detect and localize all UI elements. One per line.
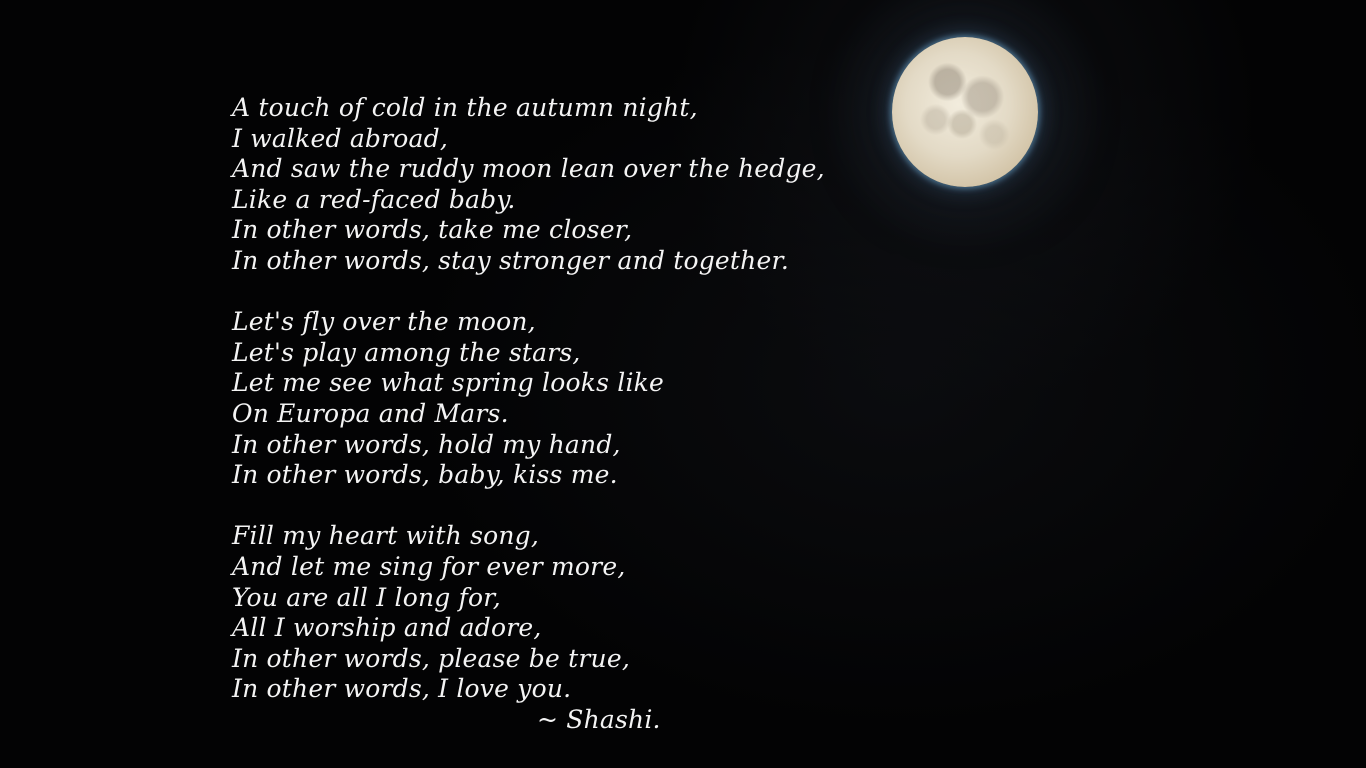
poem-line: All I worship and adore,	[232, 613, 542, 643]
stanza-2	[232, 307, 892, 491]
poem-line: In other words, take me closer,	[232, 215, 633, 245]
poem-line: And let me sing for ever more,	[232, 551, 626, 581]
poem-line: In other words, I love you.	[232, 674, 572, 704]
poem-line: I walked abroad,	[232, 123, 448, 153]
poem-line: In other words, please be true,	[232, 643, 630, 673]
poem-line: Let's fly over the moon,	[232, 307, 536, 337]
poem-line: Let me see what spring looks like	[232, 368, 664, 398]
stanza-3	[232, 521, 892, 735]
poem-line: You are all I long for,	[232, 582, 501, 612]
poem-line: In other words, baby, kiss me.	[232, 460, 618, 490]
poem-line: Like a red-faced baby.	[232, 184, 516, 214]
poem-line: And saw the ruddy moon lean over the hedge,	[232, 154, 825, 184]
stanza-1	[232, 93, 892, 277]
poem-line: Fill my heart with song,	[232, 521, 540, 551]
full-moon-image	[892, 37, 1038, 187]
author-signature: ~ Shashi.	[537, 704, 661, 734]
poem-line: A touch of cold in the autumn night,	[232, 93, 698, 122]
poem-text	[232, 93, 892, 735]
poem-line: In other words, hold my hand,	[232, 429, 621, 459]
poem-line: On Europa and Mars.	[232, 398, 509, 428]
poem-line: Let's play among the stars,	[232, 337, 581, 367]
poem-line: In other words, stay stronger and together.	[232, 245, 790, 275]
